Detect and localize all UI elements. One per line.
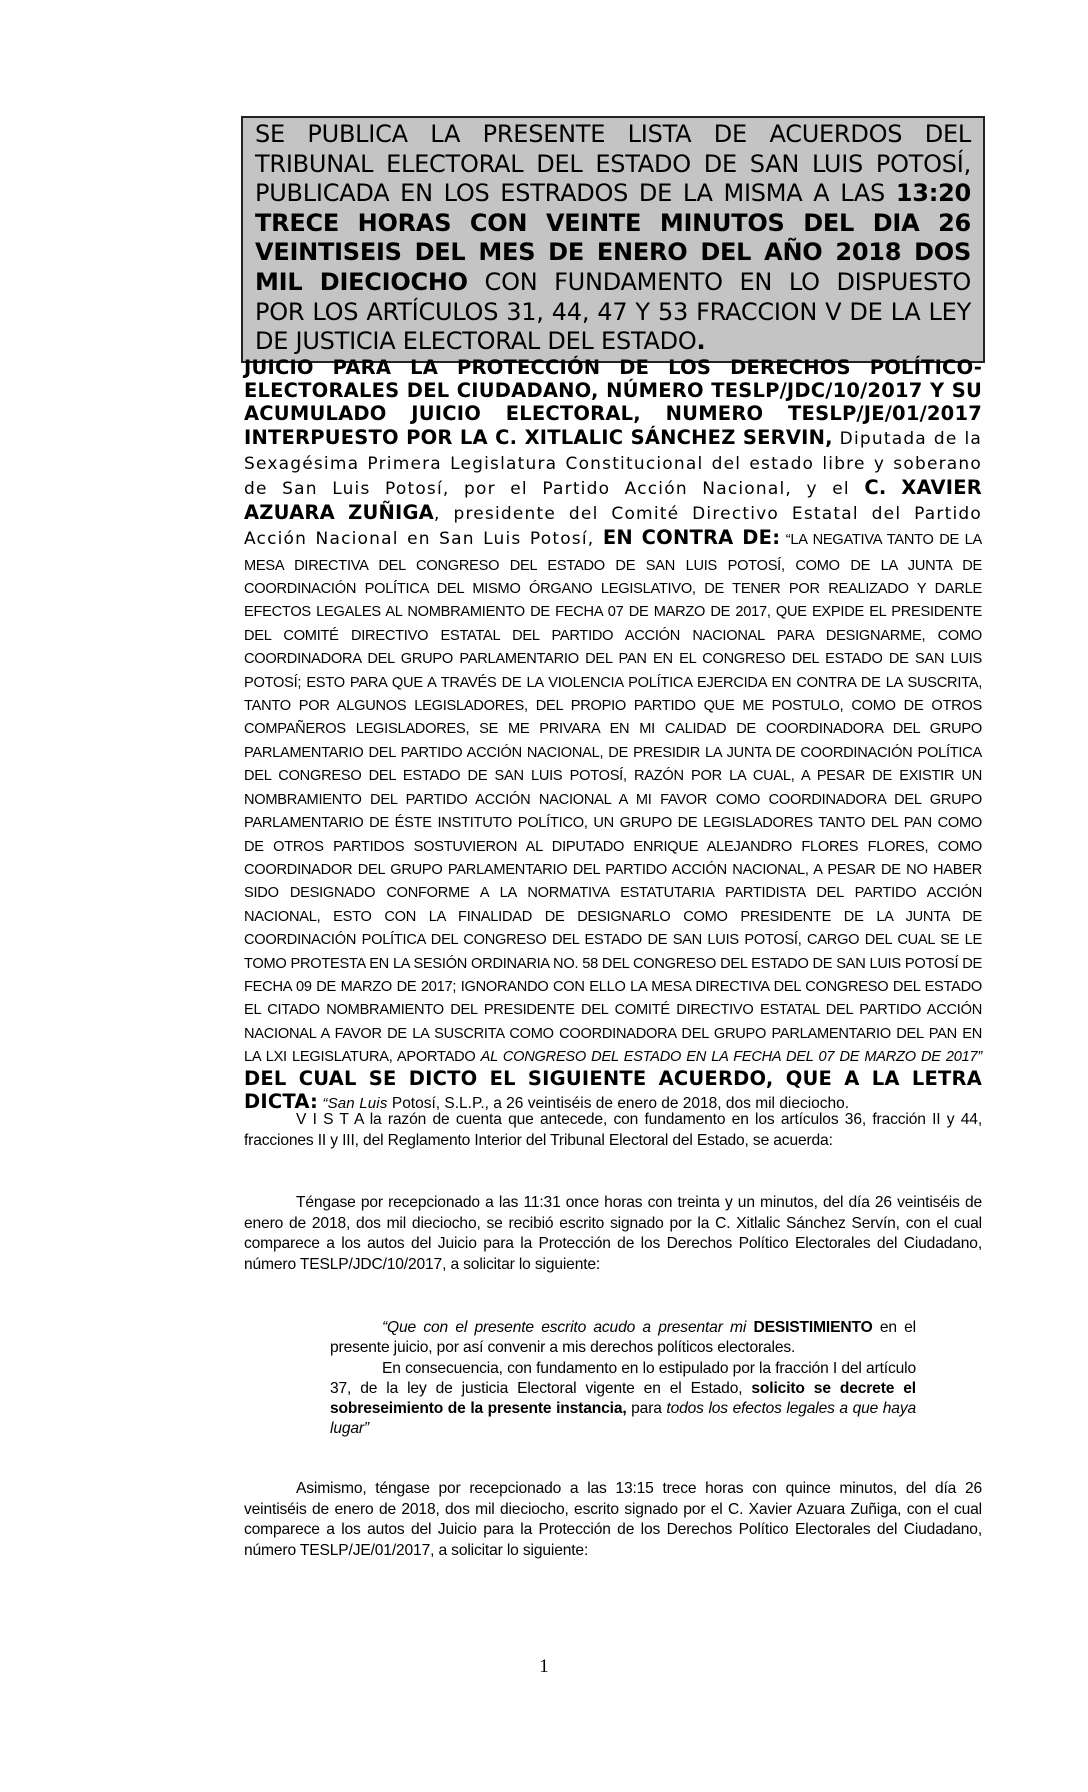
paragraph-vista [244,1110,982,1151]
notice-legal-basis: CON FUNDAMENTO EN LO DISPUESTO POR LOS ARTÍCULOS 31, 44, 47 Y 53 FRACCION V DE LA LEY DE JUSTICIA ELECTORAL DEL ESTADO [255,267,971,356]
quote-p2-bold: solicito se decrete el sobreseimiento de la presente instancia, [330,1379,916,1418]
plaintiff-description: Diputada de la Sexagésima Primera Legislatura Constitucional del estado libre y soberano de San Luis Potosí, por el Partido Acción Nacional, y el [244,428,982,500]
quote-p2-start: En consecuencia, con fundamento en lo estipulado por la fracción I del artículo 37, de la ley de justicia Electoral vigente en el Estado, [330,1359,916,1397]
publication-notice-box [241,116,985,363]
agreement-date: Potosí, S.L.P., a 26 veintiséis de enero de 2018, dos mil dieciocho. [387,1094,850,1112]
paragraph-vista-text: V I S T A la razón de cuenta que antecede, con fundamento en los artículos 36, fracción II y 44, fracciones II y III, del Reglamento Interior del Tribunal Electoral del Estado, se acuerda: [244,1111,982,1149]
quote-p2-italic: todos los efectos legales a que haya lugar” [330,1400,916,1438]
co-plaintiff-name: C. XAVIER AZUARA ZUÑIGA [244,476,982,525]
notice-period: . [696,327,706,356]
paragraph-second-receipt-text: Asimismo, téngase por recepcionado a las 13:15 trece horas con quince minutos, del día 26 veintiséis de enero de 2018, dos mil dieciocho, escrito signado por el C. Xavier Azuara Zuñiga, con el cual comparece a los autos del Juicio para la Protección de los Derechos Político Electorales del Ciudadano, número TESLP/JE/01/2017, a solicitar lo siguiente: [244,1480,982,1559]
against-label: EN CONTRA DE: [602,526,781,550]
case-title: JUICIO PARA LA PROTECCIÓN DE LOS DERECHOS POLÍTICO-ELECTORALES DEL CIUDADANO, NÚMERO TESLP/JDC/10/2017 Y SU ACUMULADO JUICIO ELECTORAL, NUMERO TESLP/JE/01/2017 INTERPUESTO POR LA C. XITLALIC SÁNCHEZ SERVIN, [244,356,982,449]
paragraph-first-receipt [244,1193,982,1275]
paragraph-first-receipt-text: Téngase por recepcionado a las 11:31 once horas con treinta y un minutos, del día 26 veintiséis de enero de 2018, dos mil dieciocho, se recibió escrito signado por la C. Xitlalic Sánchez Servín, con el cual comparece a los autos del Juicio para la Protección de los Derechos Político Electorales del Ciudadano, número TESLP/JDC/10/2017, a solicitar lo siguiente: [244,1194,982,1273]
paragraph-second-receipt [244,1479,982,1561]
co-plaintiff-description: , presidente del Comité Directivo Estatal del Partido Acción Nacional en San Luis Potosí, [244,504,982,550]
case-heading [244,356,982,1115]
agreement-place: “San Luis [318,1094,388,1112]
notice-time-date: 13:20 TRECE HORAS CON VEINTE MINUTOS DEL DIA 26 VEINTISEIS DEL MES DE ENERO DEL AÑO 2018 DOS MIL DIECIOCHO [255,179,971,296]
quote-paragraph-1 [330,1318,916,1359]
agreement-intro: DEL CUAL SE DICTO EL SIGUIENTE ACUERDO, QUE A LA LETRA DICTA: [244,1066,982,1113]
quote-paragraph-2 [330,1359,916,1440]
desistimiento-quote [330,1318,916,1440]
quote-desistimiento: DESISTIMIENTO [753,1319,873,1336]
page-number: 1 [539,1656,549,1677]
notice-text: SE PUBLICA LA PRESENTE LISTA DE ACUERDOS DEL TRIBUNAL ELECTORAL DEL ESTADO DE SAN LUIS POTOSÍ, PUBLICADA EN LOS ESTRADOS DE LA MISMA A LAS [255,120,971,208]
quote-p2-mid: para [626,1400,667,1418]
contested-act-quote-end: AL CONGRESO DEL ESTADO EN LA FECHA DEL 07 DE MARZO DE 2017” [480,1049,982,1066]
quote-p1-rest: en el presente juicio, por así convenir a mis derechos políticos electorales. [330,1319,916,1357]
contested-act-quote: “LA NEGATIVA TANTO DE LA MESA DIRECTIVA DEL CONGRESO DEL ESTADO DE SAN LUIS POTOSÍ, COMO DE LA JUNTA DE COORDINACIÓN POLÍTICA DEL MISMO ÓRGANO LEGISLATIVO, DE TENER POR REALIZADO Y DARLE EFECTOS LEGALES AL NOMBRAMIENTO DE FECHA 07 DE MARZO DE 2017, QUE EXPIDE EL PRESIDENTE DEL COMITÉ DIRECTIVO ESTATAL DEL PARTIDO ACCIÓN NACIONAL PARA DESIGNARME, COMO COORDINADORA DEL GRUPO PARLAMENTARIO DEL PAN EN EL CONGRESO DEL ESTADO DE SAN LUIS POTOSÍ; ESTO PARA QUE A TRAVÉS DE LA VIOLENCIA POLÍTICA EJERCIDA EN CONTRA DE LA SUSCRITA, TANTO POR ALGUNOS LEGISLADORES, DEL PROPIO PARTIDO QUE ME POSTULO, COMO DE OTROS COMPAÑEROS LEGISLADORES, SE ME PRIVARA EN MI CALIDAD DE COORDINADORA DEL GRUPO PARLAMENTARIO DEL PARTIDO ACCIÓN NACIONAL, DE PRESIDIR LA JUNTA DE COORDINACIÓN POLÍTICA DEL CONGRESO DEL ESTADO DE SAN LUIS POTOSÍ, RAZÓN POR LA CUAL, A PESAR DE EXISTIR UN NOMBRAMIENTO DEL PARTIDO ACCIÓN NACIONAL A MI FAVOR COMO COORDINADORA DEL GRUPO PARLAMENTARIO DE ÉSTE INSTITUTO POLÍTICO, UN GRUPO DE LEGISLADORES TANTO DEL PAN COMO DE OTROS PARTIDOS SOSTUVIERON AL DIPUTADO ENRIQUE ALEJANDRO FLORES FLORES, COMO COORDINADOR DEL GRUPO PARLAMENTARIO DEL PARTIDO ACCIÓN NACIONAL, A PESAR DE NO HABER SIDO DESIGNADO CONFORME A LA NORMATIVA ESTATUTARIA PARTIDISTA DEL PARTIDO ACCIÓN NACIONAL, ESTO CON LA FINALIDAD DE DESIGNARLO COMO PRESIDENTE DE LA JUNTA DE COORDINACIÓN POLÍTICA DEL CONGRESO DEL ESTADO DE SAN LUIS POTOSÍ, CARGO DEL CUAL SE LE TOMO PROTESTA EN LA SESIÓN ORDINARIA NO. 58 DEL CONGRESO DEL ESTADO DE SAN LUIS POTOSÍ DE FECHA 09 DE MARZO DE 2017; IGNORANDO CON ELLO LA MESA DIRECTIVA DEL CONGRESO DEL ESTADO EL CITADO NOMBRAMIENTO DEL PRESIDENTE DEL COMITÉ DIRECTIVO ESTATAL DEL PARTIDO ACCIÓN NACIONAL A FAVOR DE LA SUSCRITA COMO COORDINADORA DEL GRUPO PARLAMENTARIO DEL PAN EN LA LXI LEGISLATURA, APORTADO [244,532,982,1066]
quote-opening: “Que con el presente escrito acudo a presentar mi [382,1319,747,1336]
